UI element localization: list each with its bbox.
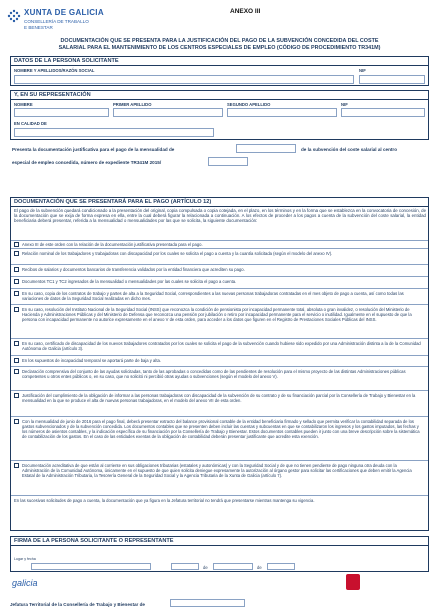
rep-surname1-label: PRIMER APELLIDO	[113, 102, 152, 107]
rep-surname1-field[interactable]	[113, 108, 223, 117]
doc-item-checkbox[interactable]	[14, 242, 19, 247]
department-line-2: E BENESTAR	[24, 24, 53, 30]
documentation-intro: El pago de la subvención quedará condicionado a la presentación del original, copia compulsada o copia cotejada, en el plazo, en los términos y en la forma que se establezca en la convocatoria de concesión, de la documentación que se exija de forma expresa en ella, entre la cual deberá figurar la relacionada a continuación. A los efectos de proceder a los pagos a cuenta de la subvención del coste salarial, la entidad beneficiaria deberá presentar, referida a la mensualidad o mensualidades por las que se solicita, la siguiente documentación:	[14, 208, 427, 224]
year-field[interactable]	[267, 563, 295, 570]
annex-label: ANEXO III	[230, 8, 261, 15]
representative-heading: Y, EN SU REPRESENTACIÓN	[11, 91, 428, 100]
applicant-heading: DATOS DE LA PERSONA SOLICITANTE	[11, 57, 428, 66]
doc-item-text: Declaración comprensiva del conjunto de las ayudas solicitadas, tanto de las aprobadas o concedidas como de las pendientes de resolución para el mismo proyecto de las distintas Administraciones públicas competentes u otros entes públicos o, en su caso, que no solicitó ni percibió otras ayudas o subvenciones (según el modelo del anexo V).	[22, 369, 406, 379]
documentation-note-row	[11, 495, 428, 509]
presenta-text-2: de la subvención del coste salarial al centro	[301, 147, 397, 152]
title-line-1: DOCUMENTACIÓN QUE SE PRESENTA PARA LA JUSTIFICACIÓN DEL PAGO DE LA SUBVENCIÓN CONCEDIDA DEL COSTE	[60, 38, 379, 44]
doc-item-text: Con la mensualidad de junio de 2016 para el pago final, deberá presentar extracto del balance provisional contable de la entidad beneficiaria firmado y sellado que permita verificar la contabilidad separada de los gastos subvencionados y de la subvención concedida. Los documentos contables que se presenten deben incluir las cuentas y subcuentas en que se contabilizaron los ingresos y los gastos imputados, las fechas y los números de asientos contables, y la indicación específica de su financiación por la Consellería de Trabajo y Bienestar. Estos documentos contables pueden ir junto con una breve descripción sobre la sistemática de contabilización de los gastos. En el caso de las entidades exentas de la obligación de contabilidad deberán presentar justificante que acredite esta exención.	[22, 419, 420, 439]
doc-item-text: Documentación acreditativa de que están al corriente en sus obligaciones tributarias (estatales y autonómicas) y con la Seguridad Social y de que no tienen pendiente de pago ninguna otra deuda con la Administración de la Comunidad Autónoma, únicamente en el supuesto de que quien solicita deniegue expresamente la autorización al órgano gestor para solicitar las certificaciones que deben emitir la Agencia Estatal de la Administración Tributaria, la Tesorería General de la Seguridad Social y la Agencia Tributaria de la Xunta de Galicia (artículo 7).	[22, 463, 412, 478]
jefatura-field[interactable]	[170, 599, 245, 607]
doc-item-checkbox[interactable]	[14, 341, 19, 346]
month-field[interactable]	[236, 144, 296, 153]
applicant-name-label: NOMBRE Y APELLIDOS/RAZÓN SOCIAL	[14, 68, 95, 73]
signature-section	[10, 536, 429, 572]
doc-item-8	[11, 355, 428, 362]
documentation-section	[10, 197, 429, 531]
documentation-heading: DOCUMENTACIÓN QUE SE PRESENTARÁ PARA EL PAGO (ARTÍCULO 12)	[11, 198, 428, 207]
signature-heading: FIRMA DE LA PERSONA SOLICITANTE O REPRESENTANTE	[11, 537, 428, 546]
rep-name-label: NOMBRE	[14, 102, 33, 107]
doc-item-1	[11, 240, 428, 246]
doc-item-7	[11, 338, 428, 351]
doc-item-text: Anexo III de este orden con la relación de la documentación justificativa presentada para el pago.	[22, 241, 203, 247]
doc-item-4	[11, 276, 428, 283]
department-name	[24, 19, 89, 30]
doc-item-text: En su caso, resolución del Instituto Nacional de la Seguridad Social (INSS) que reconozca la condición de pensionista por incapacidad permanente total, absoluta o gran invalidez, o resolución del Ministerio de Hacienda y Administraciones Públicas y del Ministerio de Defensa que reconozca una pensión por jubilación o retiro por incapacidad permanente para el servicio o inutilidad. Igualmente en el supuesto de que la persona con incapacidad permanente no autorice expresamente en el anexo V de esta orden, para acceder a los datos que figuren en el Registro de Prestaciones Sociales Públicas del INSS.	[22, 307, 412, 322]
doc-item-6	[11, 304, 428, 331]
doc-item-text: En su caso, certificado de discapacidad de los nuevos trabajadores contratados por los cuales se solicita el pago de la subvención cuando hubiese sido expedido por una Administración distinta a la de la Comunidad Autónoma de Galicia (artículo 3).	[22, 341, 421, 351]
brand-name: XUNTA DE GALICIA	[24, 8, 104, 17]
day-field[interactable]	[171, 563, 199, 570]
doc-item-text: Justificación del cumplimiento de la obligación de informar a las personas trabajadoras con discapacidad de la subvención de su contrato y de su financiación parcial por la Consellería de Trabajo y Bienestar en la mensualidad en la que se produce el alta de nuevas personas trabajadoras, en el modelo del anexo VII de esta orden.	[22, 393, 416, 403]
doc-item-checkbox[interactable]	[14, 358, 19, 363]
rep-nif-field[interactable]	[341, 108, 425, 117]
place-field[interactable]	[31, 563, 151, 570]
doc-item-text: En su caso, copia de los contratos de trabajo y partes de alta a la Seguridad Social, correspondientes a las nuevas personas trabajadoras contratadas en el mes objeto de pago a cuenta, así como todas las variaciones de datos de la Seguridad Social realizadas en dicho mes.	[22, 291, 404, 301]
rep-surname2-field[interactable]	[227, 108, 337, 117]
applicant-nif-field[interactable]	[359, 75, 425, 84]
rep-capacity-field[interactable]	[14, 128, 214, 137]
doc-item-checkbox[interactable]	[14, 291, 19, 296]
expedient-number-field[interactable]	[208, 157, 248, 166]
document-title	[10, 38, 429, 51]
doc-item-checkbox[interactable]	[14, 419, 19, 424]
rep-surname2-label: SEGUNDO APELLIDO	[227, 102, 271, 107]
applicant-nif-label: NIF	[359, 68, 366, 73]
applicant-name-field[interactable]	[14, 75, 354, 84]
presenta-text-1: Presenta la documentación justificativa para el pago de la mensualidad de	[12, 147, 175, 152]
doc-item-checkbox[interactable]	[14, 307, 19, 312]
doc-item-checkbox[interactable]	[14, 267, 19, 272]
department-line-1: CONSELLERÍA DE TRABALLO	[24, 19, 89, 24]
rep-capacity-label: EN CALIDAD DE	[14, 121, 47, 126]
doc-item-10	[11, 390, 428, 409]
doc-item-12	[11, 460, 428, 490]
date-separator-2: de	[257, 565, 262, 570]
doc-item-9	[11, 366, 428, 385]
doc-item-11	[11, 416, 428, 453]
doc-item-checkbox[interactable]	[14, 393, 19, 398]
doc-item-text: En los supuestos de incapacidad temporal se aportará parte de baja y alta.	[22, 358, 161, 363]
applicant-section	[10, 56, 429, 86]
month-sign-field[interactable]	[213, 563, 253, 570]
place-date-label: Lugar y fecha	[14, 557, 36, 561]
date-separator-1: de	[203, 565, 208, 570]
presenta-text-3: especial de empleo concedida, número de expediente TR341M 2015/	[12, 160, 162, 165]
xunta-logo-icon	[7, 9, 21, 23]
doc-item-text: Recibos de salarios y documentos bancarios de transferencia validados por la entidad financiera que acrediten su pago.	[22, 267, 245, 272]
doc-item-checkbox[interactable]	[14, 251, 19, 256]
doc-item-text: Documentos TC1 y TC2 ingresados de la mensualidad o mensualidades por las cuales se solicita el pago a cuenta.	[22, 279, 237, 284]
eu-seal-icon	[346, 574, 360, 590]
doc-item-checkbox[interactable]	[14, 279, 19, 284]
presenta-block	[10, 143, 429, 169]
doc-item-2	[11, 248, 428, 261]
title-line-2: SALARIAL PARA EL MANTENIMIENTO DE LOS CENTROS ESPECIALES DE EMPLEO (CÓDIGO DE PROCEDIMIENTO TR341M)	[58, 44, 381, 51]
doc-item-5	[11, 288, 428, 301]
documentation-note: En las sucesivas solicitudes de pago a cuenta, la documentación que ya figura en la Jefatura territorial no tendrá que presentarse mientras mantenga su vigencia.	[14, 498, 315, 503]
doc-item-checkbox[interactable]	[14, 463, 19, 468]
doc-item-3	[11, 264, 428, 271]
rep-name-field[interactable]	[14, 108, 109, 117]
jefatura-label: Jefatura Territorial de la Consellería de Trabajo y Bienestar de	[10, 602, 145, 607]
doc-item-text: Relación nominal de los trabajadores y trabajadoras con discapacidad por los cuales se solicita el pago a cuenta y la cuantía solicitada (según el modelo del anexo IV).	[22, 251, 333, 256]
representative-section	[10, 90, 429, 140]
doc-item-checkbox[interactable]	[14, 369, 19, 374]
galicia-logo: galicia	[12, 578, 38, 588]
rep-nif-label: NIF	[341, 102, 348, 107]
